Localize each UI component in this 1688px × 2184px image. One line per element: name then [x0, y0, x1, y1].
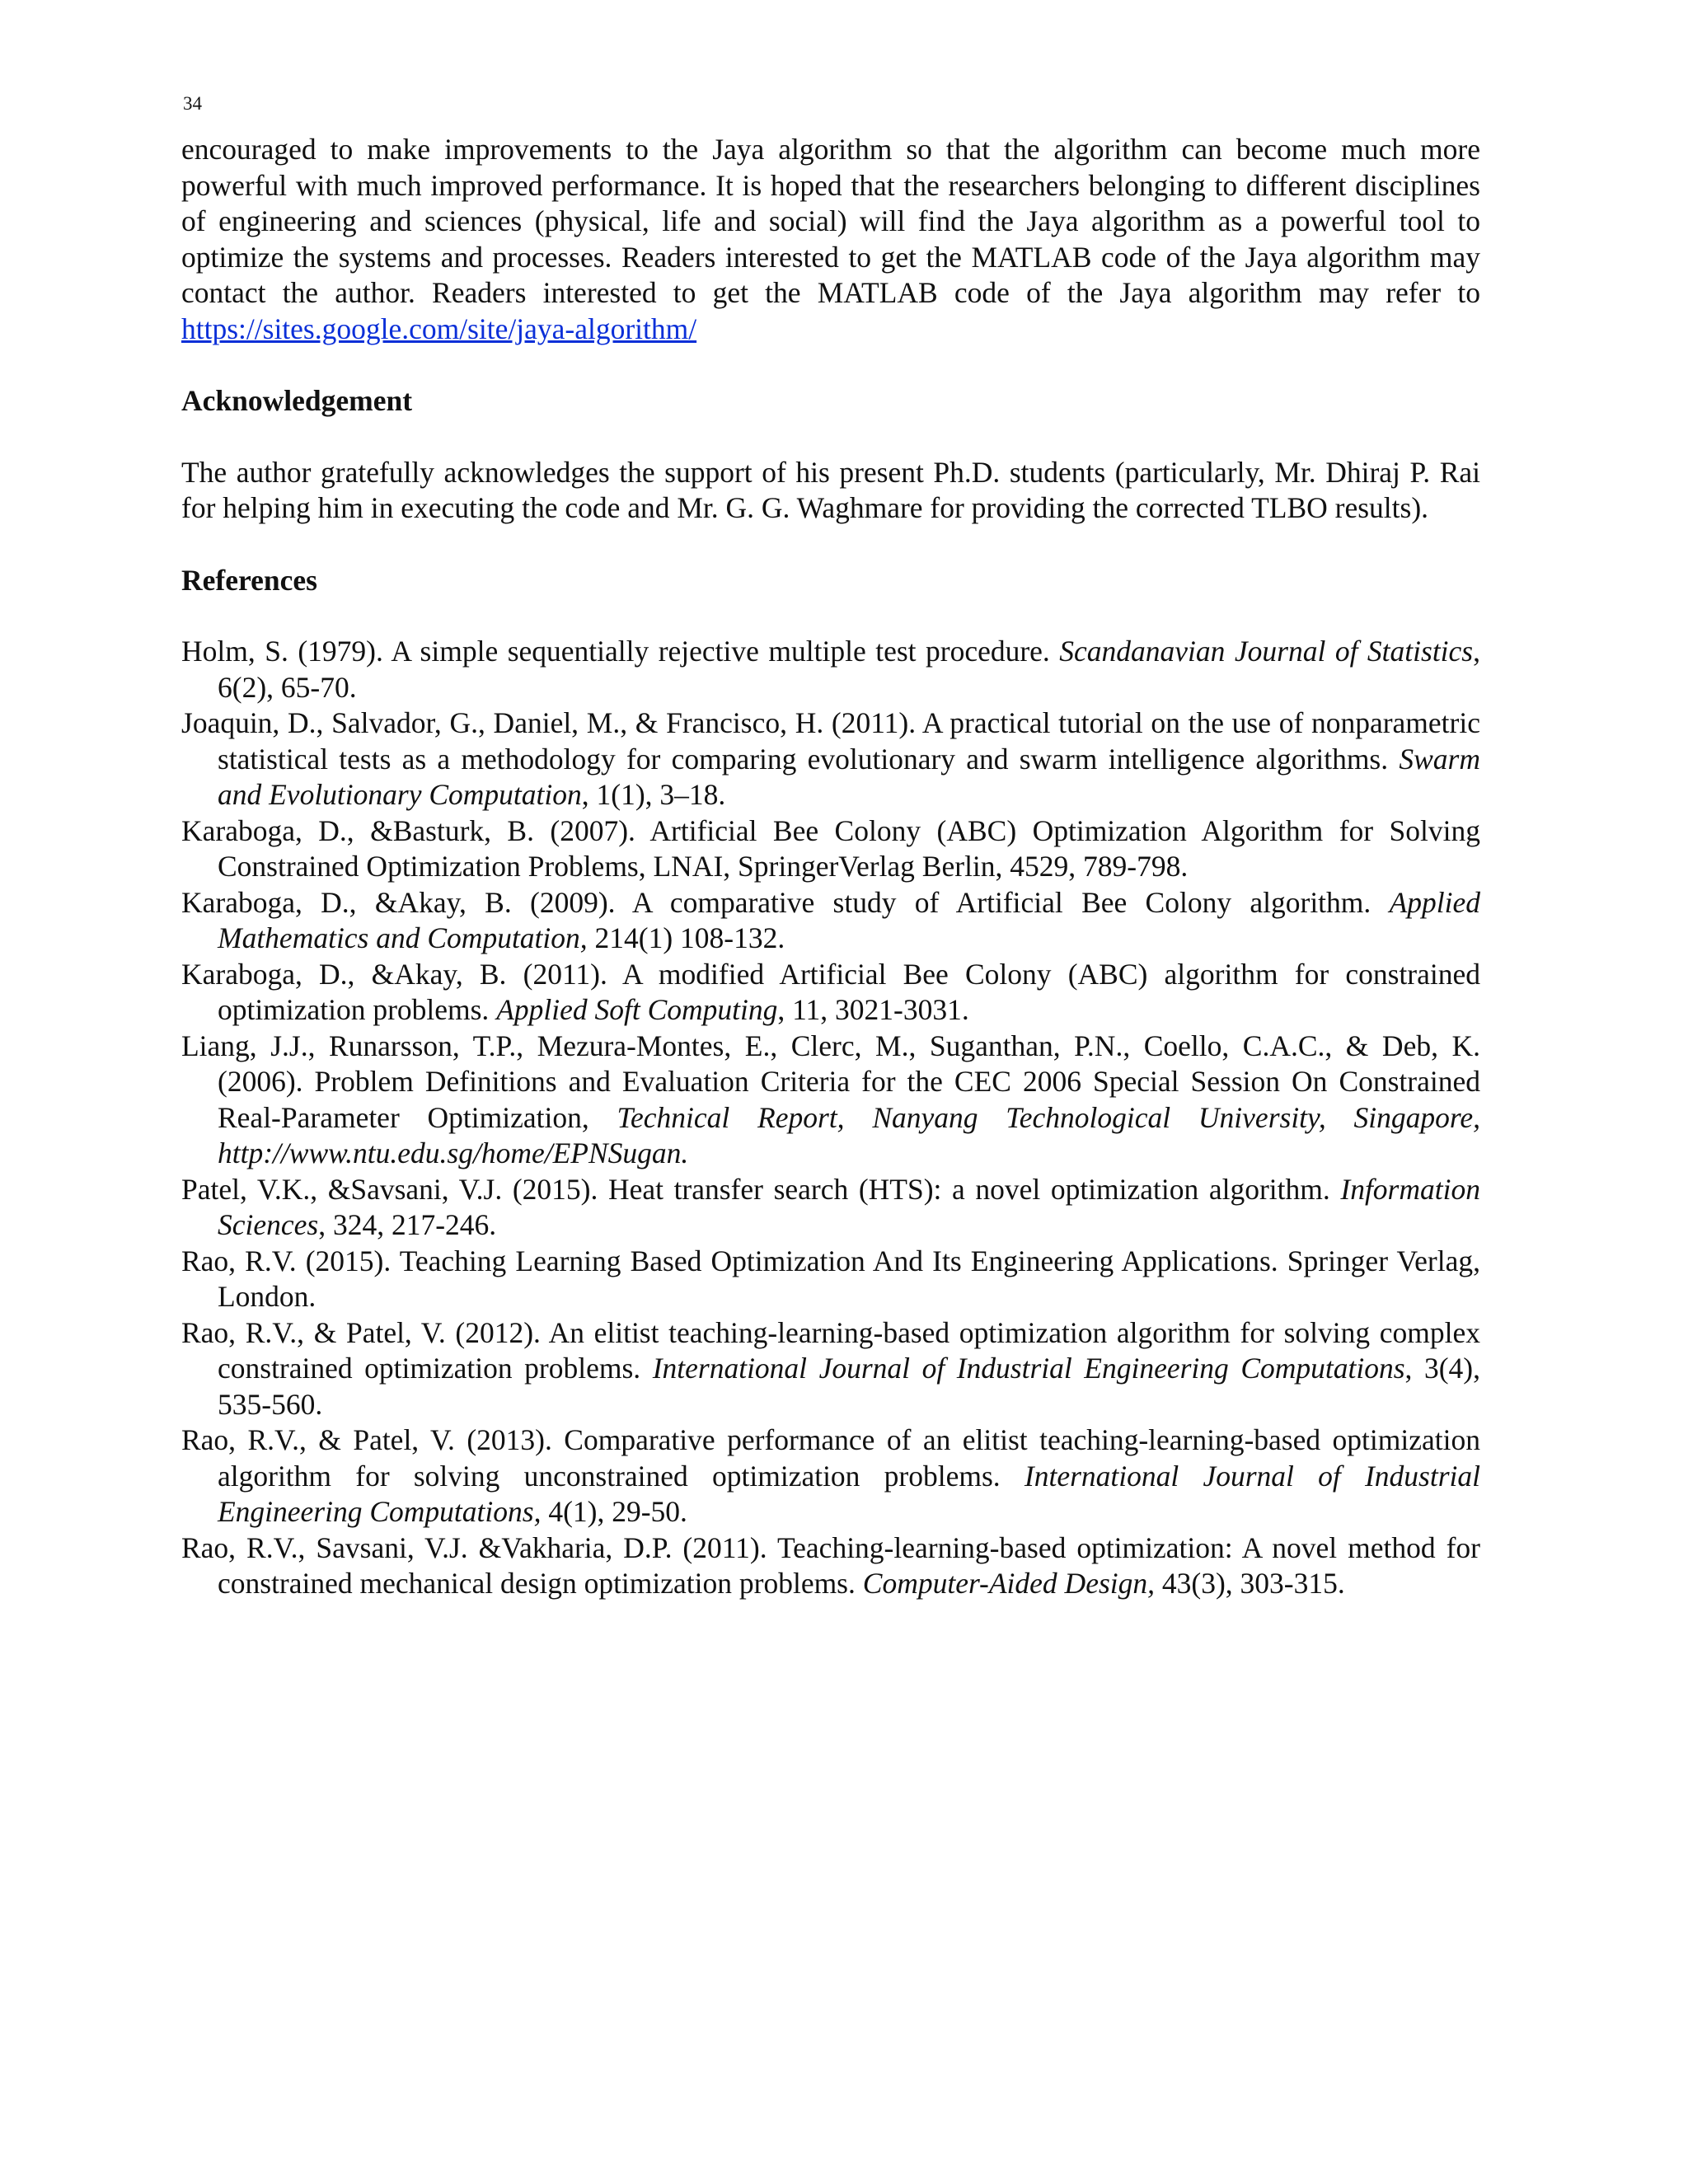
reference-text: Holm, S. (1979). A simple sequentially rejective multiple test procedure. [181, 635, 1060, 668]
page-content [181, 132, 1480, 1602]
reference-source: Applied Soft Computing [496, 993, 778, 1026]
reference-details: , 6(2), 65-70. [218, 635, 1480, 704]
reference-details: , 11, 3021-3031. [777, 993, 969, 1026]
reference-text: Rao, R.V., & Patel, V. (2013). Comparative performance of an elitist teaching-learning-based optimization algorithm for solving unconstrained optimization problems. [181, 1423, 1480, 1493]
intro-paragraph [181, 132, 1480, 347]
reference-item [181, 634, 1480, 705]
reference-text: Rao, R.V., & Patel, V. (2012). An elitist teaching-learning-based optimization algorithm for solving complex constrained optimization problems. [181, 1315, 1480, 1385]
reference-text: Joaquin, D., Salvador, G., Daniel, M., & Francisco, H. (2011). A practical tutorial on the use of nonparametric statistical tests as a methodology for comparing evolutionary and swarm intelligence algorithms. [181, 706, 1480, 776]
reference-source: International Journal of Industrial Engineering Computations, [218, 1459, 1480, 1528]
reference-source: International Journal of Industrial Engineering Computations [652, 1352, 1405, 1385]
acknowledgement-heading: Acknowledgement [181, 384, 413, 417]
reference-text: Karaboga, D., &Akay, B. (2009). A comparative study of Artificial Bee Colony algorithm. [181, 885, 1390, 919]
reference-item [181, 813, 1480, 885]
reference-item [181, 1315, 1480, 1423]
reference-source: Computer-Aided Design, [862, 1567, 1156, 1600]
reference-item [181, 1244, 1480, 1315]
references-heading: References [181, 563, 317, 597]
reference-source: Scandanavian Journal of Statistics [1059, 635, 1474, 668]
reference-text: Karaboga, D., &Basturk, B. (2007). Artificial Bee Colony (ABC) Optimization Algorithm for Solving Constrained Optimization Problems, LNAI, SpringerVerlag Berlin, 4529, 789-798. [181, 813, 1480, 883]
reference-source: Information Sciences [218, 1172, 1480, 1241]
reference-source: Swarm and Evolutionary Computation [218, 742, 1480, 811]
reference-item [181, 1530, 1480, 1602]
reference-item [181, 705, 1480, 813]
reference-text: Patel, V.K., &Savsani, V.J. (2015). Heat transfer search (HTS): a novel optimization algorithm. [181, 1172, 1341, 1206]
jaya-algorithm-link[interactable]: https://sites.google.com/site/jaya-algorithm/ [181, 312, 697, 345]
reference-source: Technical Report, Nanyang Technological University, Singapore, http://www.ntu.edu.sg/home/EPNSugan. [218, 1100, 1480, 1169]
reference-details: , 3(4), 535-560. [218, 1352, 1480, 1421]
reference-details: 214(1) 108-132. [587, 921, 785, 954]
page-number: 34 [183, 93, 202, 114]
reference-list [181, 634, 1480, 1602]
reference-item [181, 885, 1480, 957]
reference-item [181, 1172, 1480, 1244]
intro-text: encouraged to make improvements to the Jaya algorithm so that the algorithm can become much more powerful with much improved performance. It is hoped that the researchers belonging to different disciplines of engineering and sciences (physical, life and social) will find the Jaya algorithm as a powerful tool to optimize the systems and processes. Readers interested to get the MATLAB code of the Jaya algorithm may contact the author. Readers interested to get the MATLAB code of the Jaya algorithm may refer to [181, 133, 1480, 309]
reference-details: 43(3), 303-315. [1155, 1567, 1345, 1600]
reference-details: 4(1), 29-50. [541, 1495, 687, 1528]
reference-item [181, 1422, 1480, 1530]
reference-source: Applied Mathematics and Computation, [218, 885, 1480, 954]
reference-text: Rao, R.V., Savsani, V.J. &Vakharia, D.P. (2011). Teaching-learning-based optimization: A novel method for constrained mechanical design optimization problems. [181, 1530, 1480, 1600]
reference-item [181, 957, 1480, 1029]
reference-details: , 1(1), 3–18. [581, 778, 726, 811]
reference-details: , 324, 217-246. [318, 1208, 497, 1241]
reference-text: Rao, R.V. (2015). Teaching Learning Based Optimization And Its Engineering Applications. Springer Verlag, London. [181, 1244, 1480, 1313]
reference-text: Liang, J.J., Runarsson, T.P., Mezura-Montes, E., Clerc, M., Suganthan, P.N., Coello, C.A.C., & Deb, K. (2006). Problem Definitions and Evaluation Criteria for the CEC 2006 Special Session On Constrained Real-Parameter Optimization, [181, 1029, 1480, 1134]
reference-item [181, 1029, 1480, 1172]
acknowledgement-paragraph: The author gratefully acknowledges the support of his present Ph.D. students (particularly, Mr. Dhiraj P. Rai for helping him in executing the code and Mr. G. G. Waghmare for providing the corrected TLBO results). [181, 455, 1480, 524]
reference-text: Karaboga, D., &Akay, B. (2011). A modified Artificial Bee Colony (ABC) algorithm for constrained optimization problems. [181, 957, 1480, 1026]
